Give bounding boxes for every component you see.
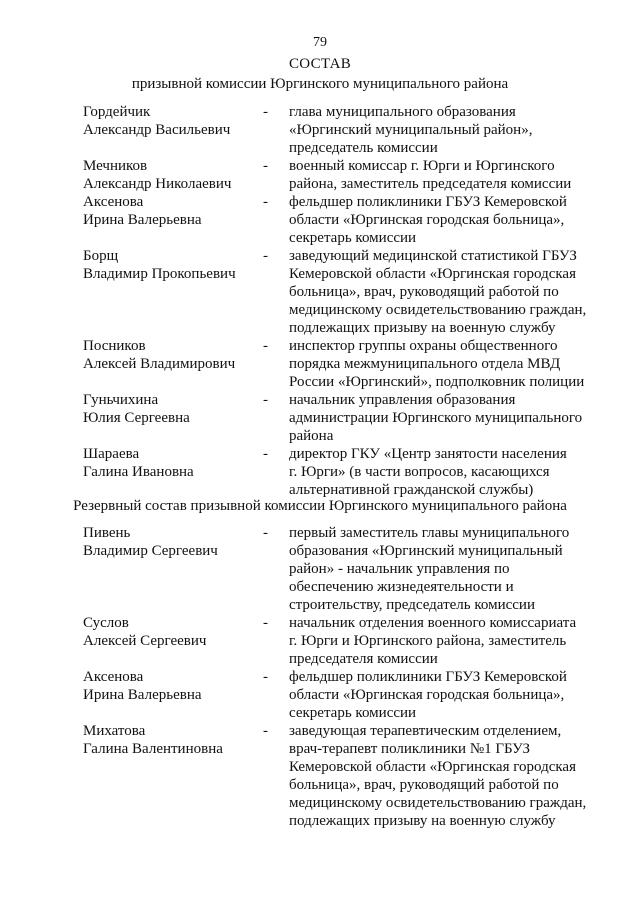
member-name [83,614,263,668]
member-dash: - [263,669,268,685]
member-given-name: Галина Валентиновна [83,741,223,757]
document-subtitle: призывной комиссии Юргинского муниципального района [131,76,509,92]
member-name [83,247,263,337]
member-name [83,391,263,445]
member-name [83,445,263,499]
member-role: глава муниципального образования «Юргинский муниципальный район», председатель комиссии [289,104,533,156]
member-role: фельдшер поликлиники ГБУЗ Кемеровской области «Юргинская городская больница», секретарь комиссии [289,194,567,246]
member-surname: Суслов [83,615,129,631]
member-dash: - [263,248,268,264]
reserve-heading: Резервный состав призывной комиссии Юргинского муниципального района [73,498,567,514]
member-role: начальник управления образования администрации Юргинского муниципального района [289,392,583,444]
member-entry [83,722,603,830]
member-entry [83,157,603,193]
member-surname: Аксенова [83,194,144,210]
member-dash: - [263,392,268,408]
member-given-name: Галина Ивановна [83,464,194,480]
page-number: 79 [313,35,327,50]
member-surname: Борщ [83,248,119,264]
member-entry [83,247,603,337]
member-name [83,722,263,830]
member-role: директор ГКУ «Центр занятости населения г. Юрги» (в части вопросов, касающихся альтернативной гражданской службы) [289,446,567,498]
member-given-name: Алексей Сергеевич [83,633,207,649]
main-members-list [83,103,603,499]
member-dash: - [263,615,268,631]
member-entry [83,193,603,247]
member-surname: Гордейчик [83,104,151,120]
member-surname: Посников [83,338,146,354]
member-dash: - [263,446,268,462]
member-given-name: Ирина Валерьевна [83,212,202,228]
member-role: заведующий медицинской статистикой ГБУЗ Кемеровской области «Юргинская городская больница», врач, руководящий работой по медицинскому освидетельствованию граждан, подлежащих призыву на военную службу [289,248,587,336]
member-name [83,157,263,193]
member-name [83,668,263,722]
member-role: первый заместитель главы муниципального образования «Юргинский муниципальный район» - начальник управления по обеспечению жизнедеятельности и строительству, председатель комиссии [289,525,570,613]
member-dash: - [263,104,268,120]
member-given-name: Алексей Владимирович [83,356,236,372]
member-role: военный комиссар г. Юрги и Юргинского района, заместитель председателя комиссии [289,158,572,192]
document-title: СОСТАВ [288,56,352,72]
member-surname: Михатова [83,723,146,739]
reserve-members-list [83,524,603,830]
member-dash: - [263,158,268,174]
member-given-name: Александр Николаевич [83,176,232,192]
member-dash: - [263,525,268,541]
member-entry [83,103,603,157]
member-entry [83,524,603,614]
member-given-name: Ирина Валерьевна [83,687,202,703]
member-name [83,337,263,391]
member-given-name: Александр Васильевич [83,122,231,138]
member-given-name: Владимир Прокопьевич [83,266,236,282]
member-entry [83,337,603,391]
member-given-name: Юлия Сергеевна [83,410,190,426]
member-surname: Мечников [83,158,148,174]
member-dash: - [263,338,268,354]
member-entry [83,391,603,445]
member-entry [83,445,603,499]
member-given-name: Владимир Сергеевич [83,543,218,559]
member-name [83,524,263,614]
member-surname: Гуньчихина [83,392,159,408]
member-surname: Пивень [83,525,131,541]
member-surname: Шараева [83,446,140,462]
member-role: фельдшер поликлиники ГБУЗ Кемеровской области «Юргинская городская больница», секретарь комиссии [289,669,567,721]
member-dash: - [263,194,268,210]
member-role: заведующая терапевтическим отделением, врач-терапевт поликлиники №1 ГБУЗ Кемеровской области «Юргинская городская больница», врач, руководящий работой по медицинскому освидетельствованию граждан, подлежащих призыву на военную службу [289,723,587,829]
member-surname: Аксенова [83,669,144,685]
member-entry [83,668,603,722]
member-dash: - [263,723,268,739]
member-role: инспектор группы охраны общественного порядка межмуниципального отдела МВД России «Юргинский», подполковник полиции [289,338,585,390]
member-name [83,193,263,247]
member-entry [83,614,603,668]
member-role: начальник отделения военного комиссариата г. Юрги и Юргинского района, заместитель председателя комиссии [289,615,577,667]
member-name [83,103,263,157]
